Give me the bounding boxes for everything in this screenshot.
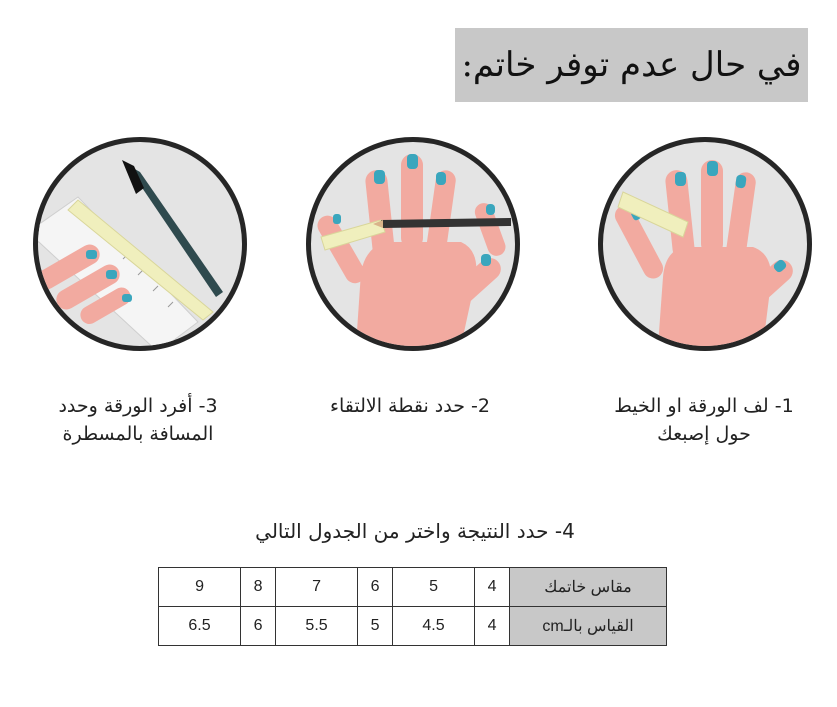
table-cell: 6 <box>241 607 276 646</box>
step3-line1: 3- أفرد الورقة وحدد <box>58 395 218 417</box>
table-cell: 4 <box>475 568 510 607</box>
table-cell: 6 <box>358 568 393 607</box>
table-cell: 5.5 <box>276 607 358 646</box>
step2-illustration <box>306 137 520 351</box>
table-cell: 5 <box>393 568 475 607</box>
step1-line2: حول إصبعك <box>657 423 751 445</box>
table-cell: 5 <box>358 607 393 646</box>
table-cell: 9 <box>159 568 241 607</box>
step2-line1: 2- حدد نقطة الالتقاء <box>330 395 490 417</box>
table-cell: 4.5 <box>393 607 475 646</box>
step2-text <box>305 392 515 420</box>
title-banner <box>455 28 808 102</box>
table-cell: 4 <box>475 607 510 646</box>
table-row <box>159 568 667 607</box>
page-title: في حال عدم توفر خاتم: <box>461 45 802 85</box>
step3-line2: المسافة بالمسطرة <box>62 423 214 445</box>
step1-illustration <box>598 137 812 351</box>
table-cell: 6.5 <box>159 607 241 646</box>
table-row <box>159 607 667 646</box>
ring-size-table <box>158 567 667 646</box>
step1-line1: 1- لف الورقة او الخيط <box>614 395 794 417</box>
step3-illustration <box>33 137 247 351</box>
step4-text: 4- حدد النتيجة واختر من الجدول التالي <box>255 519 575 543</box>
table-cell: 8 <box>241 568 276 607</box>
step1-text <box>588 392 820 448</box>
table-cell: 7 <box>276 568 358 607</box>
row-label-ring-size: مقاس خاتمك <box>510 568 667 607</box>
row-label-cm: القياس بالـcm <box>510 607 667 646</box>
step3-text <box>28 392 248 448</box>
